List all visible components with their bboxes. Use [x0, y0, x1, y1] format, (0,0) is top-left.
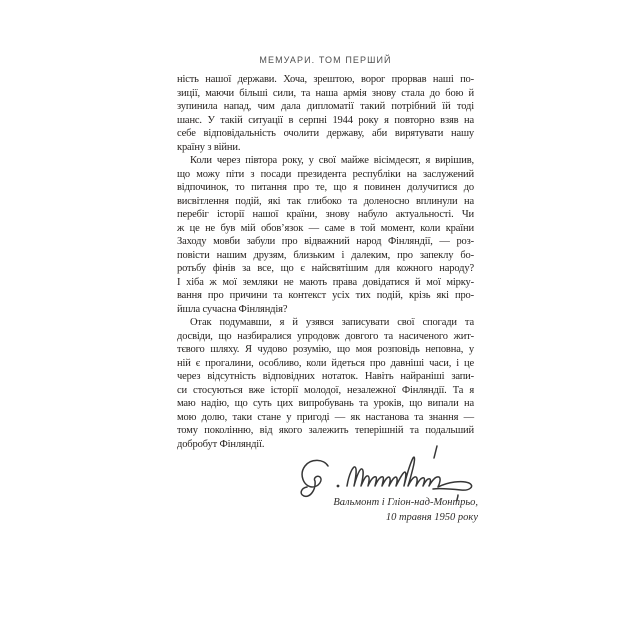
paragraph	[177, 154, 474, 316]
paragraph	[177, 316, 474, 451]
text-line: Отак подумавши, я й узявся записувати свої спогади та	[190, 317, 474, 328]
dateline	[177, 496, 478, 525]
text-line: ж це не був мій обов’язок — саме в той момент, коли країни	[177, 222, 474, 234]
signature-handwriting-icon	[294, 442, 482, 504]
paragraph	[177, 73, 474, 154]
text-line: що можу піти з посади президента республіки на заслужений	[177, 168, 474, 180]
dateline-line: Вальмонт і Гліон-над-Монтрьо,	[333, 497, 478, 508]
text-line: тєвого шляху. Я чудово розумію, що моя розповідь неповна, у	[177, 344, 474, 355]
text-line: висвітлення подій, які так глибоко та доленосно вплинули на	[177, 195, 474, 207]
signature-block	[294, 442, 482, 504]
text-line: вання про причини та контекст усіх тих подій, крізь які про-	[177, 290, 474, 301]
text-line: ність нашої держави. Хоча, зрештою, ворог прорвав наші по-	[177, 74, 474, 85]
text-line: тому поколінню, від якого залежить теперішній та подальший	[177, 425, 474, 436]
text-line: І хіба ж мої земляки не мають права довідатися й мої мірку-	[177, 276, 474, 288]
text-line: країну з війни.	[177, 141, 241, 153]
text-line: зиції, маючи більші сили, та наша армія знову стала до бою й	[177, 87, 474, 99]
text-line: йшла сучасна Фінляндія?	[177, 303, 288, 315]
text-line: себе відповідальність очолити державу, аби вирятувати нашу	[177, 128, 474, 139]
text-line: через відсутність відповідних нотаток. Навіть найраніші запи-	[177, 371, 474, 382]
text-line: Заходу мовби забули про відважний народ Фінляндії, — роз-	[177, 236, 474, 247]
text-line: повісти нашим друзям, близьким і далеким, про запеклу бо-	[177, 249, 474, 261]
text-line: зупинила напад, чим дала дипломатії такий потрібний їй тоді	[177, 101, 474, 112]
text-line: досвіди, що назбиралися упродовж довгого та насиченого жит-	[177, 330, 474, 342]
text-line: си стосуються вже історії молодої, незалежної Фінляндії. Та я	[177, 384, 474, 396]
text-line: мою долю, таки стане у пригоді — як настанова та знання —	[177, 411, 474, 423]
body-text	[177, 73, 474, 451]
text-line: маю надію, що суть цих випробувань та уроків, що випали на	[177, 398, 474, 409]
running-header: МЕМУАРИ. ТОМ ПЕРШИЙ	[259, 55, 392, 65]
text-line: перебіг історії нашої країни, знову набуло актуальності. Чи	[177, 209, 474, 220]
text-line: шанс. У такій ситуації в серпні 1944 року я повторно взяв на	[177, 114, 474, 126]
text-line: ній є прогалини, особливо, коли йдеться про давніші часи, і це	[177, 357, 474, 369]
text-line: добробут Фінляндії.	[177, 438, 265, 450]
dateline-line: 10 травня 1950 року	[385, 511, 478, 523]
text-line: ротьбу фінів за все, що є найсвятішим для кожного народу?	[177, 263, 474, 274]
text-line: відпочинок, то питання про те, що я повинен долучитися до	[177, 182, 474, 193]
text-line: Коли через півтора року, у свої майже вісімдесят, я вирішив,	[190, 155, 474, 166]
